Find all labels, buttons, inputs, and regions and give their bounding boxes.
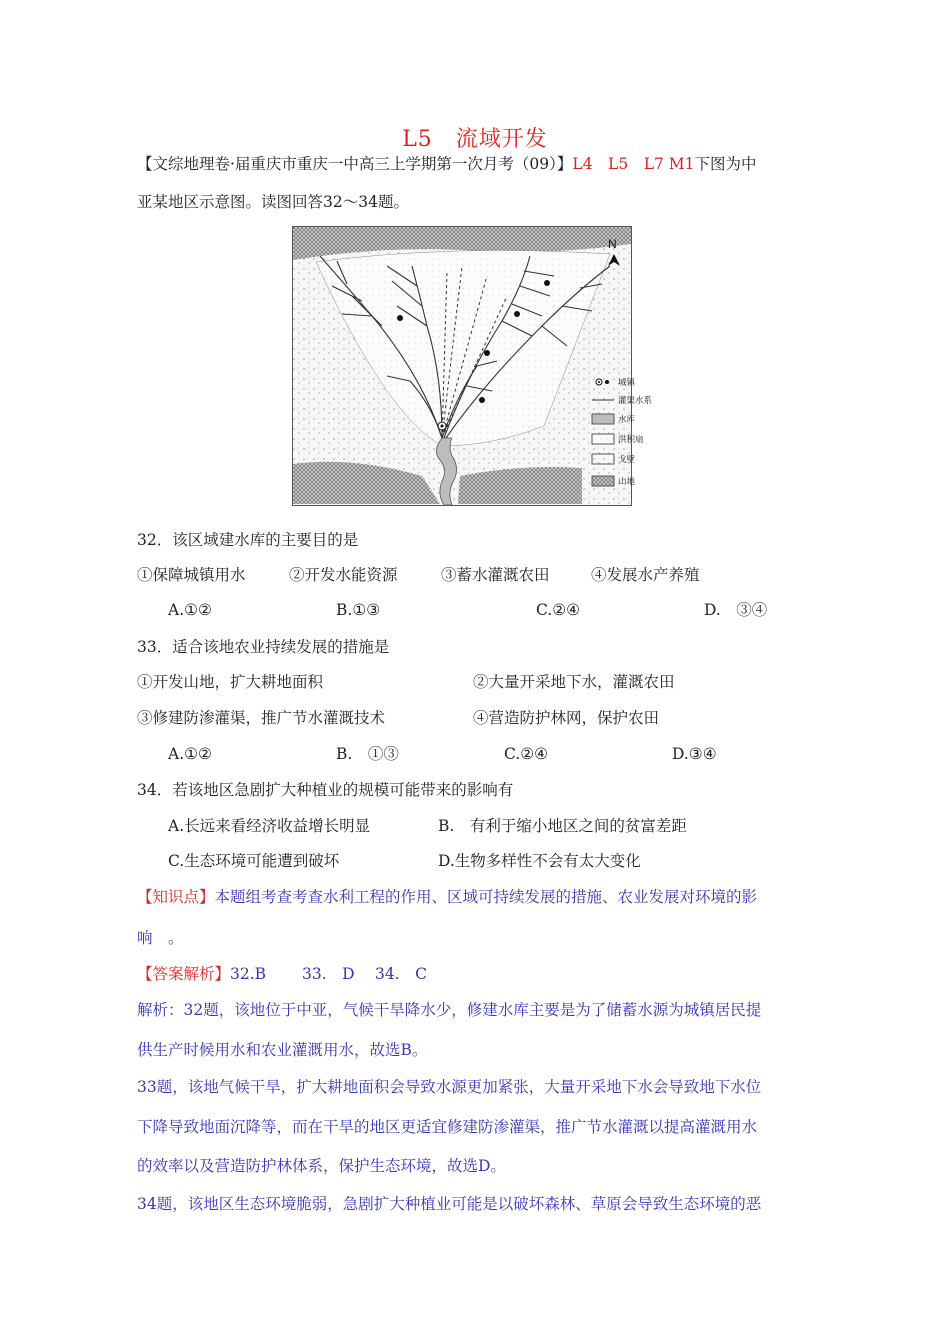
q33-options [168, 744, 768, 764]
q32-option-b: B.①③ [336, 601, 381, 619]
analysis-line: 解析：32题，该地位于中亚，气候干旱降水少，修建水库主要是为了储蓄水源为城镇居民提 [137, 1001, 762, 1019]
q34-option-a: A.长远来看经济收益增长明显 [168, 817, 371, 835]
analysis-line: 供生产时候用水和农业灌溉用水，故选B。 [137, 1041, 428, 1059]
q33-option-d: D.③④ [672, 745, 717, 763]
q32-stem: 32．该区域建水库的主要目的是 [137, 531, 359, 549]
q33-option-a: A.①② [168, 745, 212, 763]
q32-option-d: D. ③④ [704, 601, 768, 619]
q33-stem: 33．适合该地农业持续发展的措施是 [137, 638, 390, 656]
answer-label: 【答案解析】 [137, 965, 231, 983]
q34-options-row2 [168, 851, 768, 871]
source-intro-line2: 亚某地区示意图。读图回答32～34题。 [137, 193, 409, 211]
q32-option-a: A.①② [168, 601, 212, 619]
analysis-line: 下降导致地面沉降等，而在干旱的地区更适宜修建防渗灌渠，推广节水灌溉以提高灌溉用水 [137, 1118, 758, 1136]
source-intro: 下图为中 [694, 155, 757, 173]
source-line [137, 154, 757, 174]
region-map [292, 226, 653, 506]
q33-item-1: ①开发山地，扩大耕地面积 [137, 673, 324, 691]
q33-item-4: ④营造防护林网，保护农田 [473, 709, 660, 727]
knowledge-line2: 响 。 [137, 929, 184, 947]
source-label: 【文综地理卷·届重庆市重庆一中高三上学期第一次月考（09）】 [137, 155, 573, 173]
analysis-line: 33题，该地气候干旱，扩大耕地面积会导致水源更加紧张，大量开采地下水会导致地下水位 [137, 1078, 762, 1096]
q34-option-b: B. 有利于缩小地区之间的贫富差距 [438, 817, 687, 835]
q34-stem: 34．若该地区急剧扩大种植业的规模可能带来的影响有 [137, 781, 514, 799]
knowledge-label: 【知识点】 [137, 888, 215, 906]
legend-canal: 灌渠水系 [618, 396, 653, 406]
analysis-line: 的效率以及营造防护林体系，保护生态环境，故选D。 [137, 1157, 506, 1175]
q33-item-2: ②大量开采地下水，灌溉农田 [473, 673, 675, 691]
q32-item-4: ④发展水产养殖 [591, 566, 700, 584]
q33-items-row1 [137, 672, 817, 692]
section-title: L5 流域开发 [402, 127, 548, 152]
legend-gobi: 戈壁 [618, 455, 636, 465]
answer-text: 32.B 33. D 34. C [230, 965, 427, 983]
q32-item-2: ②开发水能资源 [289, 566, 398, 584]
north-label: N [608, 237, 617, 251]
legend-town: 城镇 [618, 378, 636, 388]
q33-option-b: B. ①③ [336, 745, 399, 763]
q32-item-1: ①保障城镇用水 [137, 566, 246, 584]
q33-item-3: ③修建防渗灌渠，推广节水灌溉技术 [137, 709, 386, 727]
q32-option-c: C.②④ [536, 601, 581, 619]
knowledge-line1 [137, 887, 757, 907]
legend-reservoir: 水库 [618, 415, 636, 425]
legend-fan: 洪积扇 [618, 435, 644, 445]
q32-items [137, 565, 700, 585]
q34-option-c: C.生态环境可能遭到破坏 [168, 852, 340, 870]
source-codes: L4 L5 L7 M1 [572, 155, 695, 173]
q34-option-d: D.生物多样性不会有太大变化 [438, 852, 641, 870]
legend-mountain: 山地 [618, 477, 636, 487]
q32-options [168, 600, 768, 620]
answer-line [137, 964, 427, 984]
q34-options-row1 [168, 816, 768, 836]
knowledge-text: 本题组考查考查水利工程的作用、区域可持续发展的措施、农业发展对环境的影 [214, 888, 758, 906]
q33-items-row2 [137, 708, 817, 728]
analysis-line: 34题，该地区生态环境脆弱，急剧扩大种植业可能是以破坏森林、草原会导致生态环境的恶 [137, 1195, 762, 1213]
q33-option-c: C.②④ [504, 745, 549, 763]
q32-item-3: ③蓄水灌溉农田 [441, 566, 550, 584]
